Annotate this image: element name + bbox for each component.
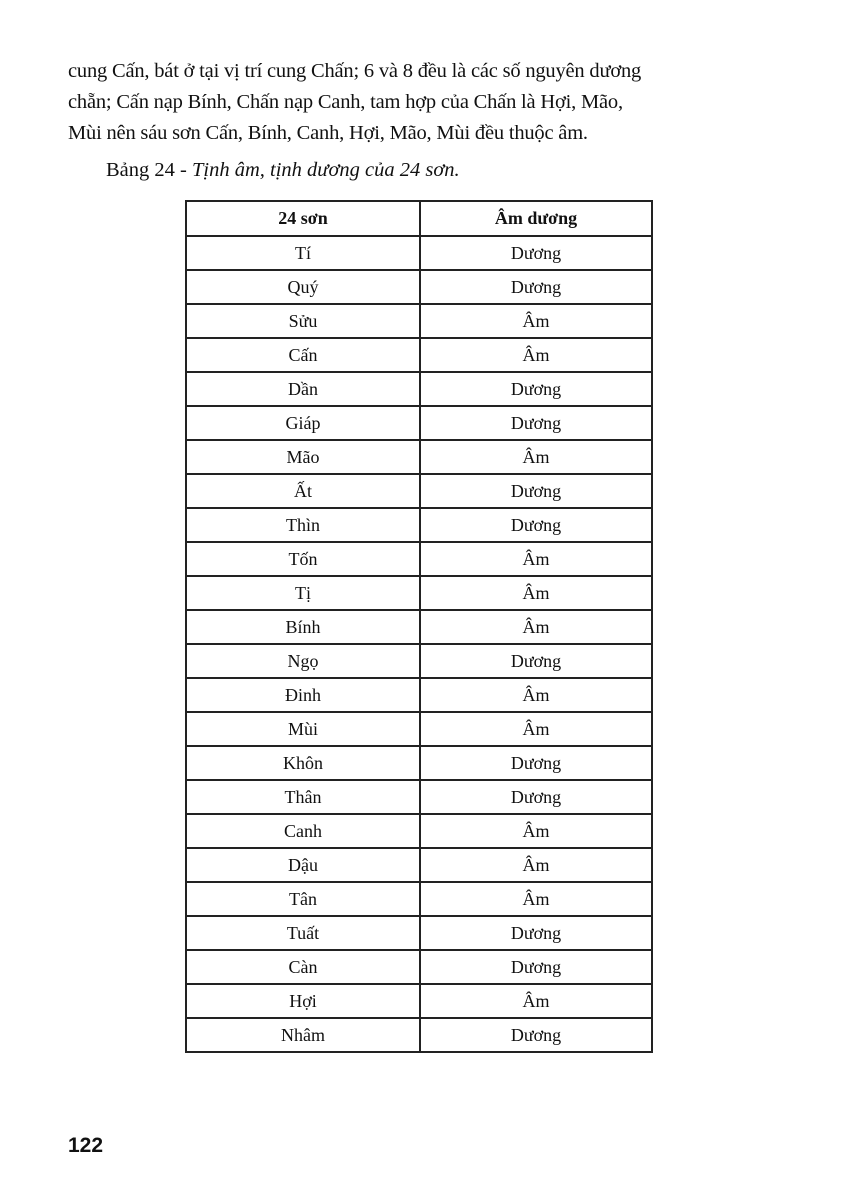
cell-son: Thìn: [186, 508, 420, 542]
cell-am-duong: Âm: [420, 678, 652, 712]
cell-am-duong: Âm: [420, 338, 652, 372]
cell-am-duong: Dương: [420, 746, 652, 780]
body-paragraph: [68, 56, 768, 149]
cell-son: Mùi: [186, 712, 420, 746]
cell-am-duong: Dương: [420, 780, 652, 814]
cell-am-duong: Âm: [420, 610, 652, 644]
table-header-row: [186, 201, 652, 236]
table-row: [186, 474, 652, 508]
cell-am-duong: Âm: [420, 712, 652, 746]
table-row: [186, 780, 652, 814]
cell-son: Cấn: [186, 338, 420, 372]
cell-son: Càn: [186, 950, 420, 984]
table-row: [186, 576, 652, 610]
cell-son: Mão: [186, 440, 420, 474]
cell-am-duong: Dương: [420, 508, 652, 542]
table-row: [186, 338, 652, 372]
table-row: [186, 678, 652, 712]
cell-son: Hợi: [186, 984, 420, 1018]
table-row: [186, 848, 652, 882]
cell-son: Nhâm: [186, 1018, 420, 1052]
cell-am-duong: Dương: [420, 1018, 652, 1052]
cell-am-duong: Dương: [420, 916, 652, 950]
cell-son: Tốn: [186, 542, 420, 576]
table-row: [186, 712, 652, 746]
cell-am-duong: Âm: [420, 576, 652, 610]
column-header-son: 24 sơn: [186, 201, 420, 236]
table-row: [186, 984, 652, 1018]
cell-am-duong: Dương: [420, 406, 652, 440]
cell-son: Giáp: [186, 406, 420, 440]
table-row: [186, 508, 652, 542]
table-row: [186, 950, 652, 984]
cell-son: Quý: [186, 270, 420, 304]
cell-son: Bính: [186, 610, 420, 644]
table-row: [186, 304, 652, 338]
paragraph-line: cung Cấn, bát ở tại vị trí cung Chấn; 6 và 8 đều là các số nguyên dương: [68, 60, 642, 82]
cell-am-duong: Âm: [420, 984, 652, 1018]
table-row: [186, 270, 652, 304]
cell-am-duong: Âm: [420, 542, 652, 576]
cell-son: Canh: [186, 814, 420, 848]
paragraph-line: chẵn; Cấn nạp Bính, Chấn nạp Canh, tam hợp của Chấn là Hợi, Mão,: [68, 91, 623, 113]
cell-son: Sửu: [186, 304, 420, 338]
cell-son: Tuất: [186, 916, 420, 950]
cell-son: Tí: [186, 236, 420, 270]
paragraph-line: Mùi nên sáu sơn Cấn, Bính, Canh, Hợi, Mão, Mùi đều thuộc âm.: [68, 122, 588, 144]
cell-son: Ngọ: [186, 644, 420, 678]
cell-am-duong: Âm: [420, 882, 652, 916]
cell-am-duong: Dương: [420, 372, 652, 406]
cell-am-duong: Dương: [420, 270, 652, 304]
cell-son: Khôn: [186, 746, 420, 780]
cell-am-duong: Dương: [420, 950, 652, 984]
table-row: [186, 610, 652, 644]
table-row: [186, 746, 652, 780]
table-caption: [106, 156, 460, 184]
table-row: [186, 644, 652, 678]
cell-son: Tân: [186, 882, 420, 916]
cell-am-duong: Dương: [420, 474, 652, 508]
caption-label: Bảng 24 -: [106, 159, 192, 181]
page-number: 122: [68, 1134, 104, 1157]
cell-son: Tị: [186, 576, 420, 610]
table-row: [186, 882, 652, 916]
table-row: [186, 542, 652, 576]
table-row: [186, 814, 652, 848]
cell-son: Thân: [186, 780, 420, 814]
cell-son: Ất: [186, 474, 420, 508]
table-row: [186, 1018, 652, 1052]
table-row: [186, 916, 652, 950]
cell-am-duong: Âm: [420, 848, 652, 882]
table-row: [186, 406, 652, 440]
column-header-am-duong: Âm dương: [420, 201, 652, 236]
cell-am-duong: Dương: [420, 236, 652, 270]
caption-title: Tịnh âm, tịnh dương của 24 sơn.: [191, 159, 460, 181]
cell-son: Dần: [186, 372, 420, 406]
cell-am-duong: Âm: [420, 814, 652, 848]
table-row: [186, 440, 652, 474]
cell-am-duong: Dương: [420, 644, 652, 678]
cell-son: Dậu: [186, 848, 420, 882]
cell-son: Đinh: [186, 678, 420, 712]
son-am-duong-table: [185, 200, 653, 1053]
table-row: [186, 372, 652, 406]
table-row: [186, 236, 652, 270]
cell-am-duong: Âm: [420, 440, 652, 474]
cell-am-duong: Âm: [420, 304, 652, 338]
